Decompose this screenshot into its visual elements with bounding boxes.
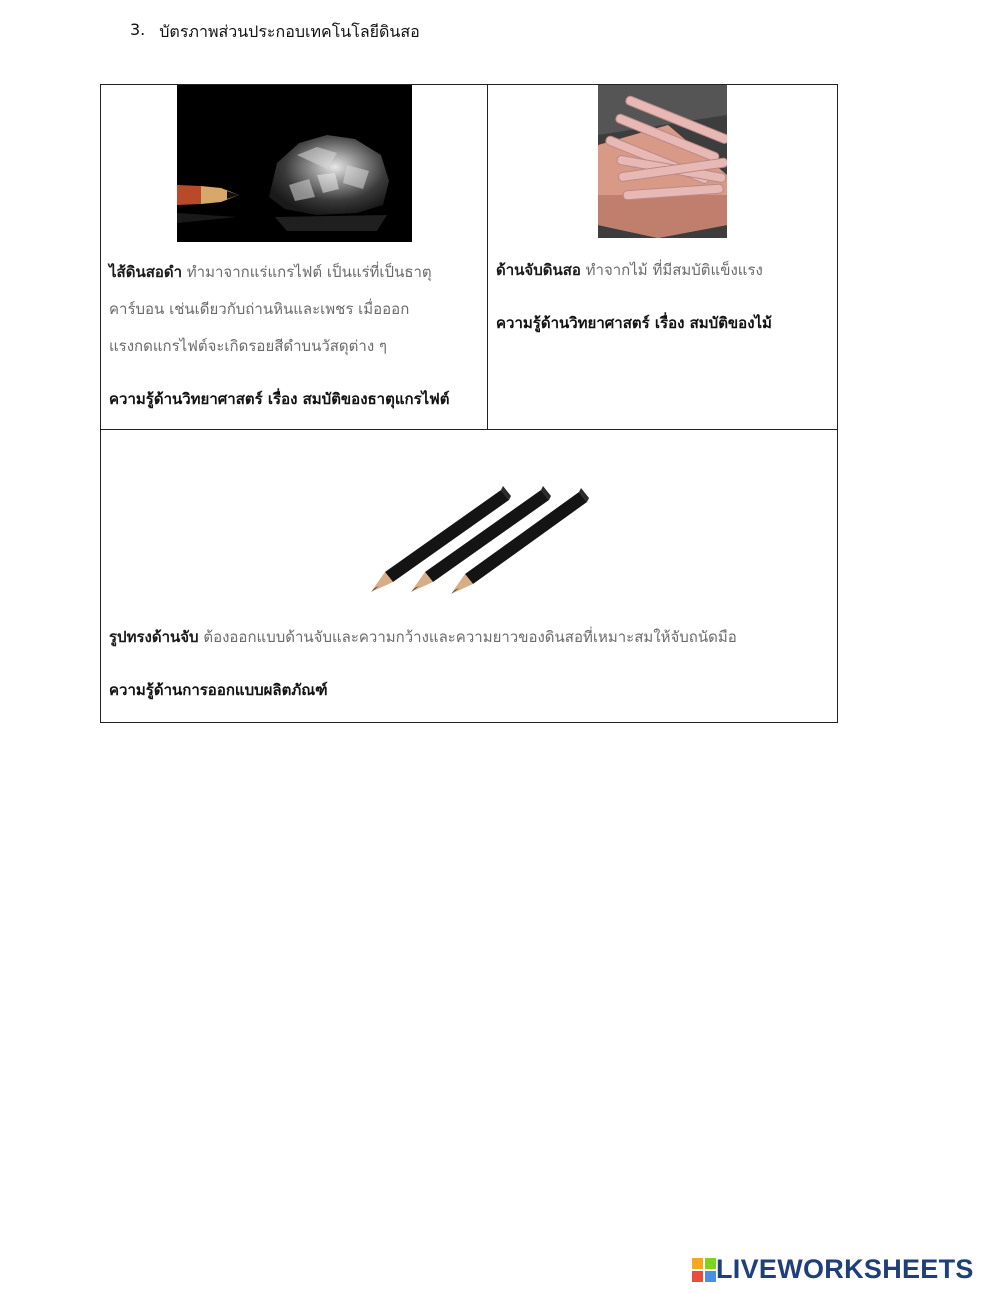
- handle-desc-text: ทำจากไม้ ที่มีสมบัติแข็งแรง: [580, 261, 763, 279]
- card-handle-shape: [100, 429, 838, 723]
- handle-description: [496, 252, 832, 289]
- liveworksheets-logo[interactable]: [692, 1254, 974, 1285]
- graphite-description: [109, 254, 483, 365]
- card-graphite-core: [100, 84, 488, 430]
- card-pencil-handle: [487, 84, 838, 430]
- liveworksheets-logo-text: LIVEWORKSHEETS: [716, 1254, 974, 1284]
- graphite-desc-line-1: ทำมาจากแร่แกรไฟต์ เป็นแร่ที่เป็นธาตุ: [182, 263, 432, 281]
- liveworksheets-logo-icon: [692, 1258, 716, 1282]
- handle-shape-desc-text: ต้องออกแบบด้านจับและความกว้างและความยาวของดินสอที่เหมาะสมให้จับถนัดมือ: [198, 628, 737, 646]
- wooden-pencil-casings-photo: [598, 85, 727, 238]
- section-number: 3.: [130, 20, 146, 39]
- handle-term: ด้านจับดินสอ: [496, 261, 581, 279]
- handle-shape-term: รูปทรงด้านจับ: [109, 628, 199, 646]
- handle-shape-description: [109, 619, 829, 656]
- handle-knowledge: ความรู้ด้านวิทยาศาสตร์ เรื่อง สมบัติของไม้: [496, 314, 772, 332]
- section-heading: [130, 20, 420, 45]
- handle-shape-knowledge: ความรู้ด้านการออกแบบผลิตภัณฑ์: [109, 681, 328, 699]
- graphite-knowledge: ความรู้ด้านวิทยาศาสตร์ เรื่อง สมบัติของธาตุแกรไฟต์: [109, 390, 450, 408]
- graphite-desc-line-3: แรงกดแกรไฟต์จะเกิดรอยสีดำบนวัสดุต่าง ๆ: [109, 337, 387, 355]
- three-black-pencils-photo: [349, 482, 593, 602]
- graphite-desc-line-2: คาร์บอน เช่นเดียวกับถ่านหินและเพชร เมื่อออก: [109, 300, 410, 318]
- graphite-and-pencil-photo: [177, 85, 412, 242]
- graphite-term: ไส้ดินสอดำ: [109, 263, 183, 281]
- section-title: บัตรภาพส่วนประกอบเทคโนโลยีดินสอ: [159, 22, 420, 41]
